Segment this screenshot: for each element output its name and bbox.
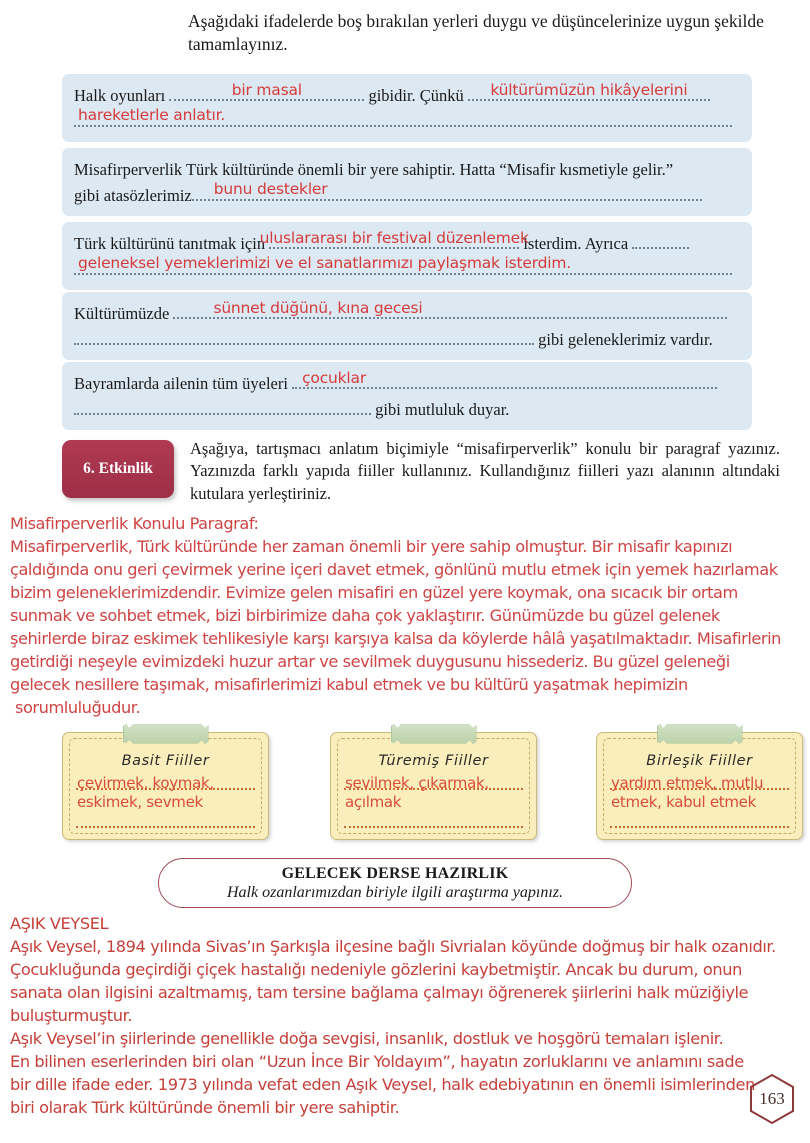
note-line-text: etmek, kabul etmek xyxy=(611,793,756,811)
paragraph-line: şehirlerde biraz eskimek tehlikesiyle karşı karşıya kalsa da köylerde hâlâ yaşatılmaktadır. Misafirlerin xyxy=(10,629,781,648)
prep-title: GELECEK DERSE HAZIRLIK xyxy=(281,864,509,882)
veysel-line: buluşturmuştur. xyxy=(10,1006,133,1025)
note-card-title: Birleşik Fiiller xyxy=(646,753,753,769)
handwritten-answer: çocuklar xyxy=(302,368,366,387)
note-card-birlesik-fiiller[interactable] xyxy=(596,732,803,840)
note-line[interactable] xyxy=(607,811,792,830)
note-line-text: sevilmek, çıkarmak, xyxy=(345,774,489,792)
handwritten-answer: uluslararası bir festival düzenlemek xyxy=(259,228,529,247)
veysel-line: sanata olan ilgisini azaltmamış, tam tersine bağlama çalmayı öğrenerek şiirlerini halk müziğiyle xyxy=(10,983,749,1002)
fill-in-line xyxy=(74,397,740,423)
note-line[interactable] xyxy=(341,811,526,830)
asik-veysel-text[interactable] xyxy=(10,912,800,1119)
prep-subtitle: Halk ozanlarımızdan biriyle ilgili araştırma yapınız. xyxy=(226,883,563,901)
note-card-title: Türemiş Fiiller xyxy=(378,753,489,769)
fill-in-box-misafirperverlik[interactable] xyxy=(62,148,752,216)
static-text: isterdim. Ayrıca xyxy=(523,234,629,253)
note-line-text: yardım etmek, mutlu xyxy=(611,774,764,792)
note-line-text: açılmak xyxy=(345,793,402,811)
paragraph-line: çaldığında onu geri çevirmek yerine içeri davet etmek, gönlünü mutlu etmek için yemek hazırlamak xyxy=(10,560,778,579)
note-line[interactable] xyxy=(73,792,258,811)
answer-blank[interactable] xyxy=(192,180,702,201)
page-instruction: Aşağıdaki ifadelerde boş bırakılan yerleri duygu ve düşüncelerinize uygun şekilde tamamlayınız. xyxy=(188,11,764,55)
answer-blank[interactable] xyxy=(173,298,727,319)
note-line[interactable] xyxy=(607,773,792,792)
note-line-rule xyxy=(76,826,255,828)
note-card-lines xyxy=(607,773,792,830)
static-text: gibi mutluluk duyar. xyxy=(375,399,510,419)
note-line-rule xyxy=(344,826,523,828)
paragraph-line: gelecek nesillere taşımak, misafirlerimizi kabul etmek ve bu kültürü yaşatmak hepimizin xyxy=(10,675,688,694)
fill-in-line xyxy=(74,298,740,327)
fill-in-box-turk-kulturu[interactable] xyxy=(62,222,752,290)
page-number-text: 163 xyxy=(759,1089,785,1108)
note-card-lines xyxy=(341,773,526,830)
veysel-line: En bilinen eserlerinden biri olan “Uzun İnce Bir Yoldayım”, hayatın zorluklarını ve anlamını sade xyxy=(10,1052,744,1071)
note-line-rule xyxy=(610,826,789,828)
tape-icon xyxy=(123,724,209,744)
note-line[interactable] xyxy=(341,773,526,792)
static-text: Kültürümüzde xyxy=(74,304,170,323)
note-line-text: eskimek, sevmek xyxy=(77,793,203,811)
veysel-line: Aşık Veysel, 1894 yılında Sivas’ın Şarkışla ilçesine bağlı Sivrialan köyünde doğmuş bir halk ozanıdır. xyxy=(10,937,776,956)
fill-in-line xyxy=(74,368,740,397)
static-text: gibidir. Çünkü xyxy=(368,86,464,105)
answer-blank[interactable] xyxy=(259,228,529,249)
static-text: Halk oyunları xyxy=(74,86,166,105)
note-line-text: çevirmek, koymak, xyxy=(77,774,214,792)
veysel-line: biri olarak Türk kültüründe önemli bir yere sahiptir. xyxy=(10,1098,400,1117)
static-text: gibi atasözlerimiz xyxy=(74,185,192,205)
note-card-basit-fiiller[interactable] xyxy=(62,732,269,840)
note-line[interactable] xyxy=(73,773,258,792)
note-card-title: Basit Fiiller xyxy=(121,753,210,769)
tape-icon xyxy=(391,724,477,744)
static-text: Türk kültürünü tanıtmak için xyxy=(74,234,266,253)
paragraph-line: sorumluluğudur. xyxy=(15,698,141,717)
fill-in-line xyxy=(74,228,740,257)
note-line[interactable] xyxy=(73,811,258,830)
note-card-lines xyxy=(73,773,258,830)
paragraph-line: Misafirperverlik, Türk kültüründe her zaman önemli bir yere sahip olmuştur. Bir misafir kapınızı xyxy=(10,537,733,556)
static-text: Bayramlarda ailenin tüm üyeleri xyxy=(74,374,288,393)
fill-in-line xyxy=(74,254,740,283)
handwritten-answer: bir masal xyxy=(231,80,302,99)
handwritten-answer: bunu destekler xyxy=(213,180,328,199)
answer-blank[interactable] xyxy=(74,254,732,275)
activity-badge: 6. Etkinlik xyxy=(62,440,174,498)
activity-instruction: Aşağıya, tartışmacı anlatım biçimiyle “misafirperverlik” konulu bir paragraf yazınız. Yazınızda farklı yapıda fiiller kullanınız. Kullandığınız fiilleri yazı alanının altındaki kutulara yerleştiriniz. xyxy=(190,439,780,503)
fill-in-box-bayramlarda[interactable] xyxy=(62,362,752,430)
fill-in-line xyxy=(74,80,740,109)
paragraph-heading: Misafirperverlik Konulu Paragraf: xyxy=(10,514,259,533)
next-lesson-prep-box xyxy=(158,858,632,908)
answer-blank[interactable] xyxy=(292,368,717,389)
paragraph-line: bizim geleneklerimizdendir. Evimize gelen misafiri en güzel yere koymak, ona sıcacık bir ortam xyxy=(10,583,738,602)
fill-in-line xyxy=(74,106,740,135)
handwritten-paragraph[interactable] xyxy=(10,512,802,719)
veysel-line: bir dille ifade eder. 1973 yılında vefat eden Aşık Veysel, halk edebiyatının en önemli isimlerinden xyxy=(10,1075,755,1094)
fill-in-box-kulturumuzde[interactable] xyxy=(62,292,752,360)
handwritten-answer: geleneksel yemeklerimizi ve el sanatlarımızı paylaşmak isterdim. xyxy=(78,254,572,273)
handwritten-answer: sünnet düğünü, kına gecesi xyxy=(213,298,423,317)
paragraph-line: sunmak ve sohbet etmek, bizi birbirimize daha çok yaklaştırır. Günümüzde bu güzel gelenek xyxy=(10,606,720,625)
veysel-line: Aşık Veysel’in şiirlerinde genellikle doğa sevgisi, insanlık, dostluk ve hoşgörü temaları işlenir. xyxy=(10,1029,724,1048)
static-text: Misafirperverlik Türk kültüründe önemli bir yere sahiptir. Hatta “Misafir kısmetiyle gelir.” xyxy=(74,160,674,179)
verb-note-cards xyxy=(0,722,810,852)
veysel-heading: AŞIK VEYSEL xyxy=(10,914,109,933)
note-line[interactable] xyxy=(607,792,792,811)
answer-blank[interactable] xyxy=(468,80,710,101)
answer-blank[interactable] xyxy=(74,106,732,127)
fill-in-line xyxy=(74,180,740,209)
answer-blank[interactable] xyxy=(169,80,364,101)
handwritten-answer: kültürümüzün hikâyelerini xyxy=(490,80,688,99)
fill-in-box-halk-oyunlari[interactable] xyxy=(62,74,752,142)
static-text: gibi geleneklerimiz vardır. xyxy=(538,329,713,349)
paragraph-line: getirdiği neşeyle evimizdeki huzur artar ve sevilmek duygusunu hissederiz. Bu güzel geleneği xyxy=(10,652,730,671)
handwritten-answer: hareketlerle anlatır. xyxy=(78,106,226,125)
note-line[interactable] xyxy=(341,792,526,811)
fill-in-line xyxy=(74,327,740,353)
answer-blank[interactable] xyxy=(74,401,371,415)
page-number xyxy=(748,1073,796,1125)
veysel-line: Çocukluğunda geçirdiği çiçek hastalığı nedeniyle gözlerini kaybetmiştir. Ancak bu durum, onun xyxy=(10,960,742,979)
answer-blank[interactable] xyxy=(632,235,689,249)
answer-blank[interactable] xyxy=(74,331,534,345)
note-card-turemis-fiiller[interactable] xyxy=(330,732,537,840)
tape-icon xyxy=(657,724,743,744)
